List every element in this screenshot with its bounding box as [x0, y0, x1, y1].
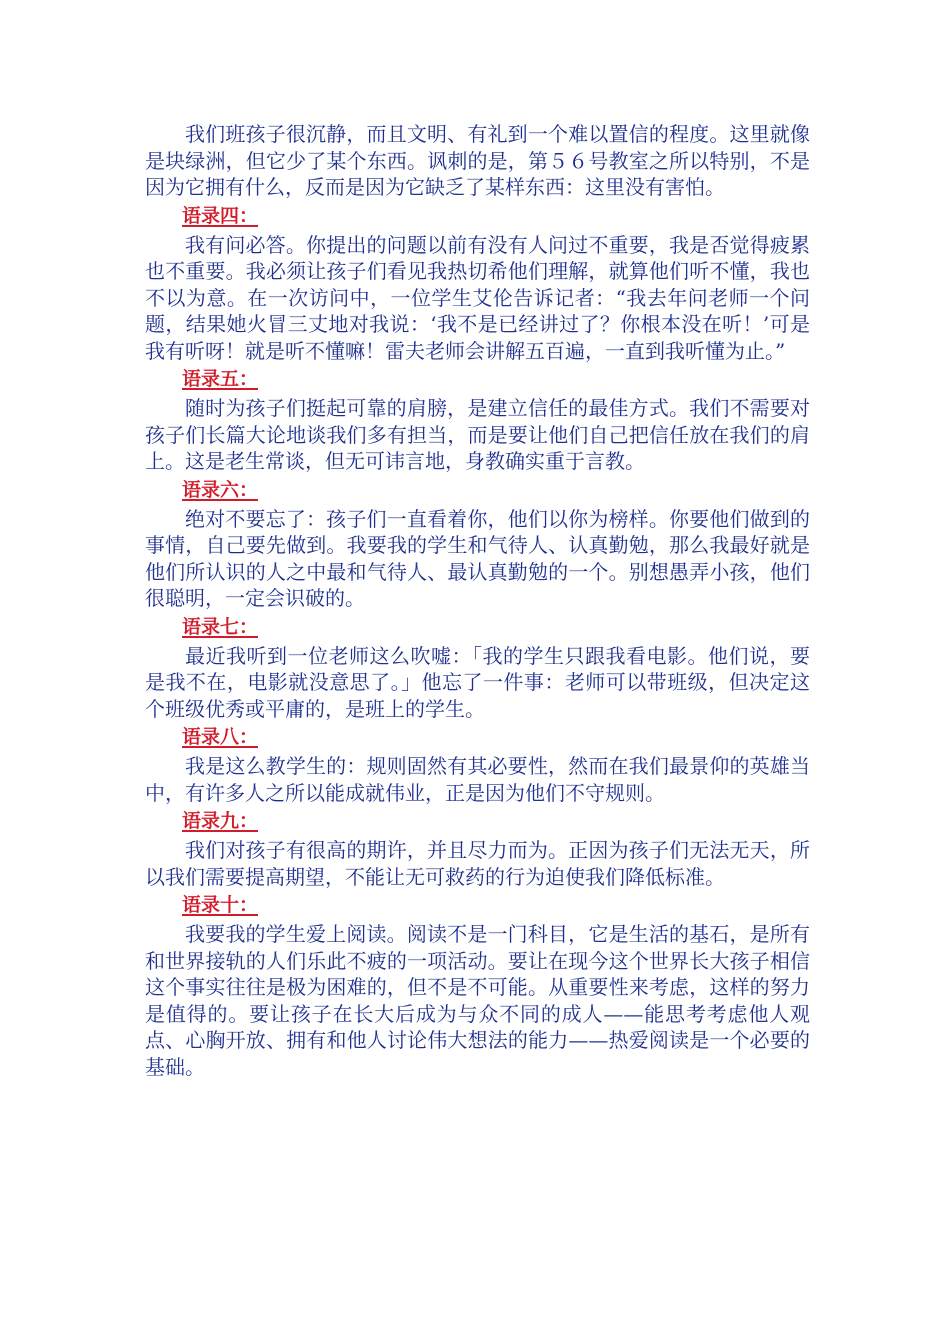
quote-paragraph-7: 最近我听到一位老师这么吹嘘：「我的学生只跟我看电影。他们说，要是我不在，电影就没意思了。」他忘了一件事：老师可以带班级，但决定这个班级优秀或平庸的，是班上的学生。 [145, 643, 810, 721]
quote-paragraph-10: 我要我的学生爱上阅读。阅读不是一门科目，它是生活的基石，是所有和世界接轨的人们乐此不疲的一项活动。要让在现今这个世界长大孩子相信这个事实往往是极为困难的，但不是不可能。从重要性来考虑，这样的努力是值得的。要让孩子在长大后成为与众不同的成人——能思考考虑他人观点、心胸开放、拥有和他人讨论伟大想法的能力——热爱阅读是一个必要的基础。 [145, 922, 810, 1079]
quote-heading-10: 语录十： [182, 894, 259, 916]
quote-paragraph-4: 我有问必答。你提出的问题以前有没有人问过不重要，我是否觉得疲累也不重要。我必须让孩子们看见我热切希他们理解，就算他们听不懂，我也不以为意。在一次访问中，一位学生艾伦告诉记者：“我去年问老师一个问题，结果她火冒三丈地对我说：‘我不是已经讲过了？你根本没在听！’可是我有听呀！就是听不懂嘛！雷夫老师会讲解五百遍，一直到我听懂为止。” [145, 232, 810, 363]
quote-paragraph-8: 我是这么教学生的：规则固然有其必要性，然而在我们最景仰的英雄当中，有许多人之所以能成就伟业，正是因为他们不守规则。 [145, 754, 810, 805]
document-page [145, 121, 810, 1080]
quote-heading-8: 语录八： [182, 726, 259, 748]
quote-heading-9: 语录九： [182, 810, 259, 832]
intro-paragraph: 我们班孩子很沉静，而且文明、有礼到一个难以置信的程度。这里就像是块绿洲，但它少了某个东西。讽刺的是，第５６号教室之所以特别，不是因为它拥有什么，反而是因为它缺乏了某样东西：这里没有害怕。 [145, 122, 810, 199]
quote-paragraph-6: 绝对不要忘了：孩子们一直看着你，他们以你为榜样。你要他们做到的事情，自己要先做到。我要我的学生和气待人、认真勤勉，那么我最好就是他们所认识的人之中最和气待人、最认真勤勉的一个。别想愚弄小孩，他们很聪明，一定会识破的。 [145, 506, 810, 610]
quote-heading-6: 语录六： [182, 478, 259, 501]
quote-heading-5: 语录五： [182, 368, 259, 390]
quote-heading-4: 语录四： [182, 204, 259, 227]
quote-paragraph-5: 随时为孩子们挺起可靠的肩膀，是建立信任的最佳方式。我们不需要对孩子们长篇大论地谈我们多有担当，而是要让他们自己把信任放在我们的肩上。这是老生常谈，但无可讳言地，身教确实重于言教。 [145, 396, 810, 473]
quote-heading-7: 语录七： [182, 615, 259, 638]
quote-paragraph-9: 我们对孩子有很高的期许，并且尽力而为。正因为孩子们无法无天，所以我们需要提高期望，不能让无可救药的行为迫使我们降低标准。 [145, 838, 810, 889]
